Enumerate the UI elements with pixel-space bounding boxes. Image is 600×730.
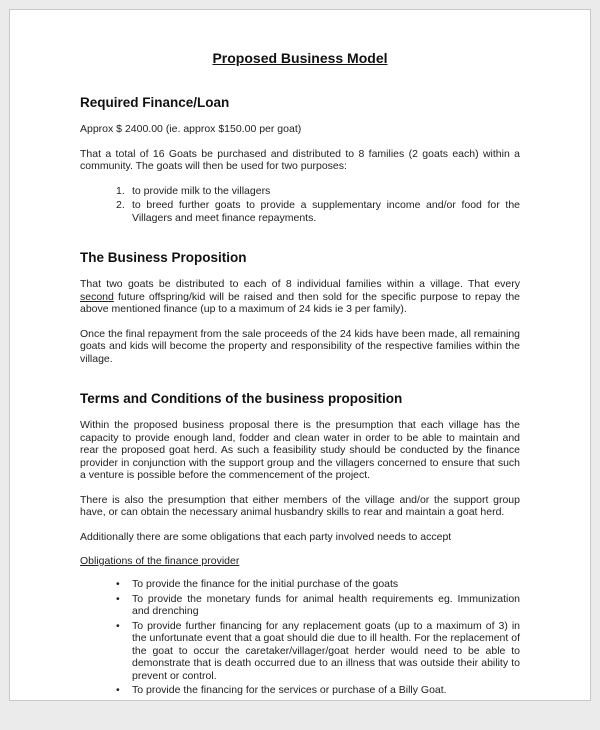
list-item-text: To provide the monetary funds for animal health requirements eg. Immunization and drenching xyxy=(132,592,520,617)
bullet-list-obligations xyxy=(80,578,520,697)
numbered-list-purposes xyxy=(80,185,520,225)
list-number: 1. xyxy=(116,184,125,197)
bullet-icon: • xyxy=(116,578,120,590)
section-business-proposition xyxy=(80,250,520,365)
list-number: 2. xyxy=(116,199,125,211)
bullet-icon: • xyxy=(116,619,120,632)
document-page xyxy=(9,9,591,701)
paragraph-text-part: That two goats be distributed to each of 8 individual families within a village. That every xyxy=(80,278,520,290)
list-item xyxy=(80,593,520,618)
document-title: Proposed Business Model xyxy=(212,50,388,66)
paragraph-approx-finance: Approx $ 2400.00 (ie. approx $150.00 per goat) xyxy=(80,123,302,135)
list-item xyxy=(80,684,520,697)
paragraph-text-part: future offspring/kid will be raised and then sold for the specific purpose to repay the above mentioned finance (up to a maximum of 24 kids ie 3 per family). xyxy=(80,290,520,315)
list-item-text: to breed further goats to provide a supplementary income and/or food for the Villagers and meet finance repayments. xyxy=(132,199,520,224)
section-heading-business-proposition: The Business Proposition xyxy=(80,250,247,265)
list-item-text: To provide the finance for the initial purchase of the goats xyxy=(132,578,399,590)
paragraph-presumption-capacity: Within the proposed business proposal there is the presumption that each village has the capacity to provide enough land, fodder and clean water in order to be able to maintain and rear the proposed goat herd. As such a feasibility study should be conducted by the finance provider in conjunction with the support group and the villagers concerned to ensure that such a venture is possible before the commencement of the project. xyxy=(80,419,520,481)
paragraph-obligations-intro: Additionally there are some obligations that each party involved needs to accept xyxy=(80,530,452,543)
underlined-word: second xyxy=(80,290,114,303)
subheading-obligations-finance-provider: Obligations of the finance provider xyxy=(80,555,240,567)
paragraph-distribution xyxy=(80,278,520,316)
paragraph-goat-total: That a total of 16 Goats be purchased and distributed to 8 families (2 goats each) within a community. The goats will then be used for two purposes: xyxy=(80,147,520,172)
bullet-icon: • xyxy=(116,592,120,605)
list-item-text: To provide the financing for the services or purchase of a Billy Goat. xyxy=(132,684,447,696)
list-item xyxy=(80,199,520,224)
list-item xyxy=(80,185,520,198)
list-item xyxy=(80,578,520,591)
section-terms-and-conditions xyxy=(80,391,520,697)
bullet-icon: • xyxy=(116,684,120,696)
section-heading-required-finance: Required Finance/Loan xyxy=(80,95,230,110)
paragraph-presumption-skills: There is also the presumption that either members of the village and/or the support group have, or can obtain the necessary animal husbandry skills to rear and maintain a goat herd. xyxy=(80,493,520,518)
section-heading-terms-and-conditions: Terms and Conditions of the business proposition xyxy=(80,391,403,406)
list-item-text: to provide milk to the villagers xyxy=(132,184,271,197)
paragraph-final-repayment: Once the final repayment from the sale proceeds of the 24 kids have been made, all remaining goats and kids will become the property and responsibility of the respective families within the village. xyxy=(80,327,520,365)
section-required-finance xyxy=(80,95,520,224)
list-item xyxy=(80,620,520,683)
list-item-text: To provide further financing for any replacement goats (up to a maximum of 3) in the unfortunate event that a goat should die due to ill health. For the replacement of the goat to occur the caretaker/villager/goat herder would need to be able to demonstrate that is death occurred due to an illness that was outside their ability to prevent or control. xyxy=(132,619,520,682)
